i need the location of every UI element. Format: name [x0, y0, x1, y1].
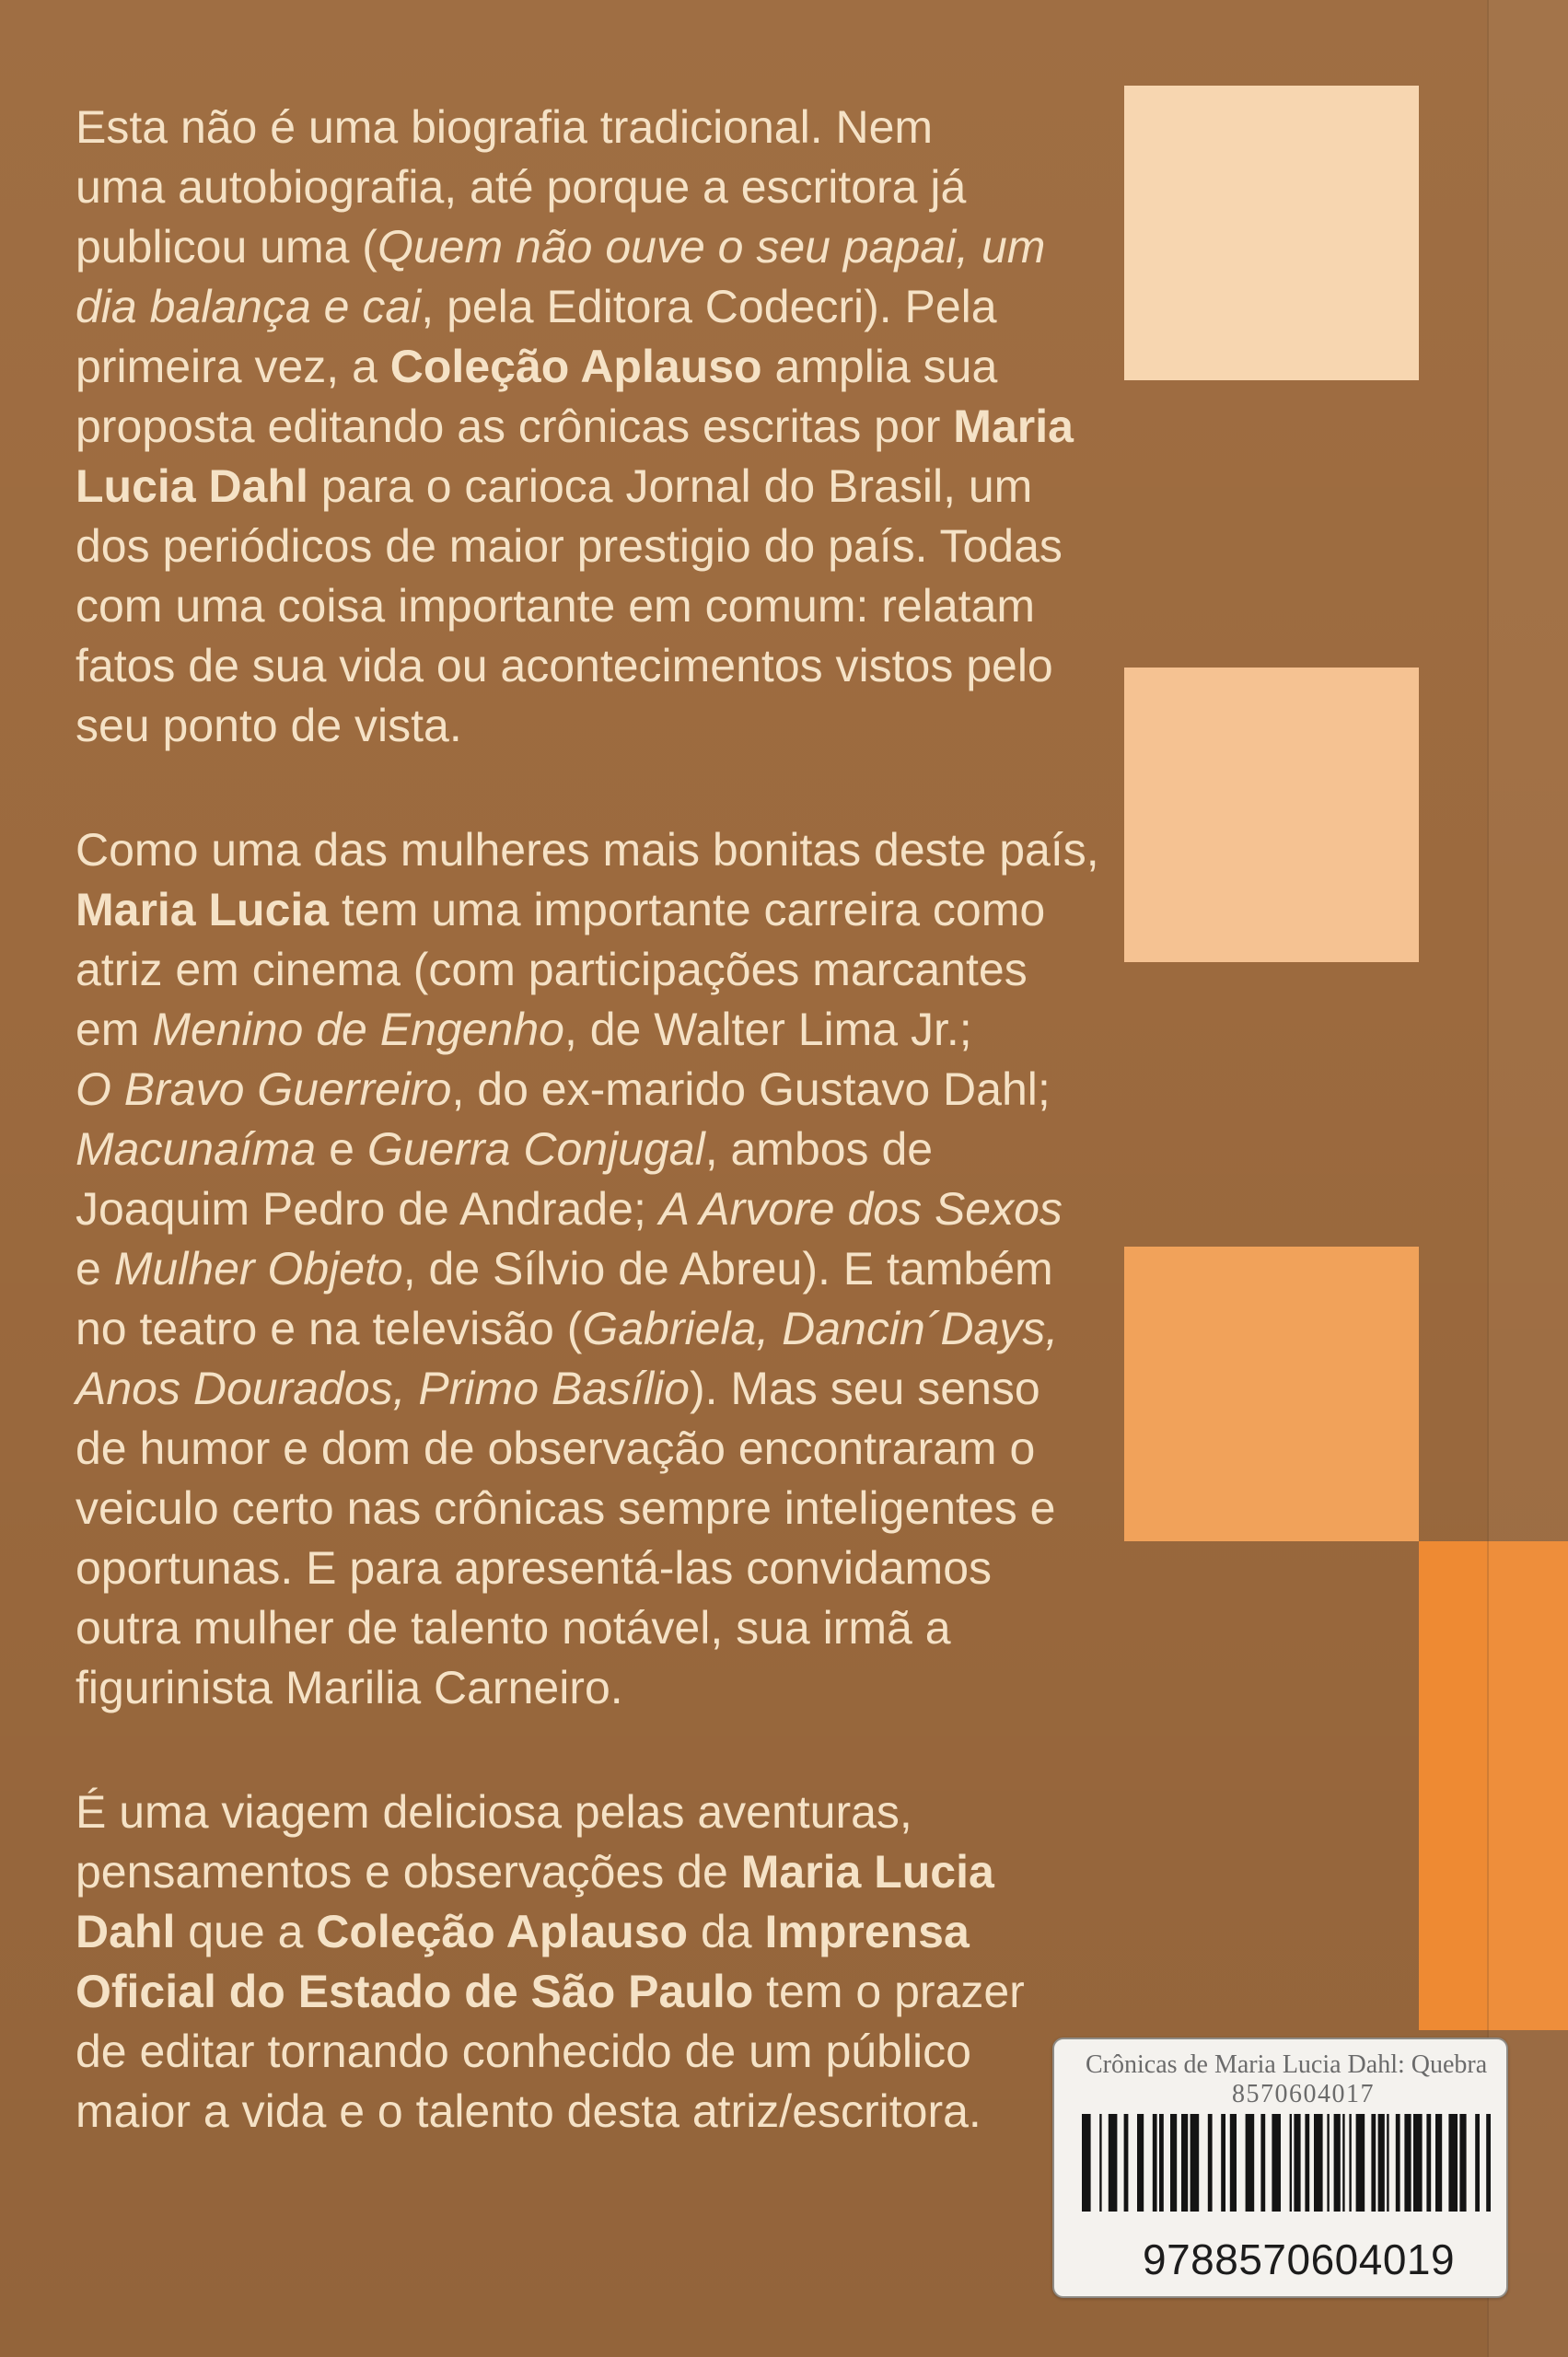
barcode-bar — [1426, 2114, 1431, 2212]
blurb-line — [75, 277, 1107, 337]
blurb-line — [75, 1902, 1107, 1962]
blurb-text: e — [75, 1243, 114, 1295]
decorative-square — [1124, 1247, 1419, 1541]
barcode-bar — [1459, 2114, 1466, 2212]
blurb-line — [75, 1658, 1107, 1718]
blurb-text: Joaquim Pedro de Andrade; — [75, 1183, 659, 1235]
barcode-bar — [1404, 2114, 1411, 2212]
blurb-text-italic: Mulher Objeto — [113, 1243, 403, 1295]
blurb — [75, 98, 1107, 2142]
blurb-text-italic: Quem não ouve o seu papai, um — [377, 221, 1046, 273]
barcode-bar — [1294, 2114, 1300, 2212]
blurb-text-italic: Macunaíma — [75, 1123, 317, 1175]
blurb-line — [75, 2022, 1107, 2082]
blurb-text: da — [688, 1906, 765, 1957]
blurb-text: , pela Editora Codecri). Pela — [421, 281, 997, 332]
blurb-line — [75, 217, 1107, 277]
blurb-text: , ambos de — [704, 1123, 934, 1175]
blurb-line — [75, 1299, 1107, 1359]
blurb-line — [75, 636, 1107, 696]
blurb-text-italic: O Bravo Guerreiro — [75, 1063, 452, 1115]
barcode-bar — [1099, 2114, 1101, 2212]
library-label-title: Crônicas de Maria Lucia Dahl: Quebra — [1086, 2050, 1488, 2079]
barcode-bar — [1260, 2114, 1265, 2212]
blurb-text: , de Sílvio de Abreu). E também — [402, 1243, 1053, 1295]
blurb-text: em — [75, 1004, 153, 1055]
blurb-line — [75, 157, 1107, 217]
barcode-bar — [1272, 2114, 1281, 2212]
blurb-text: proposta editando as crônicas escritas por — [75, 401, 954, 452]
barcode-bar — [1356, 2114, 1365, 2212]
blurb-line — [75, 820, 1107, 880]
barcode-bar — [1486, 2114, 1491, 2212]
blurb-text-bold: Oficial do Estado de São Paulo — [75, 1966, 754, 2017]
barcode-bar — [1153, 2114, 1157, 2212]
blurb-text-italic: Guerra Conjugal — [366, 1123, 705, 1175]
blurb-line — [75, 1598, 1107, 1658]
blurb-line — [75, 337, 1107, 397]
blurb-text: atriz em cinema (com participações marcantes — [75, 944, 1028, 995]
blurb-text-italic: A Arvore dos Sexos — [658, 1183, 1063, 1235]
barcode-bar — [1208, 2114, 1213, 2212]
barcode-bar — [1082, 2114, 1091, 2212]
blurb-line — [75, 457, 1107, 517]
blurb-text: primeira vez, a — [75, 341, 390, 392]
barcode-bar — [1230, 2114, 1237, 2212]
blurb-text-italic: Menino de Engenho — [152, 1004, 564, 1055]
blurb-line — [75, 1179, 1107, 1239]
blurb-text: uma autobiografia, até porque a escritora já — [75, 161, 967, 213]
blurb-text: fatos de sua vida ou acontecimentos vistos pelo — [75, 640, 1053, 691]
blurb-text: seu ponto de vista. — [75, 700, 462, 751]
blurb-text-bold: Maria Lucia — [740, 1846, 994, 1898]
barcode-bar — [1371, 2114, 1376, 2212]
blurb-text: Esta não é uma biografia tradicional. Nem — [75, 101, 934, 153]
blurb-text: figurinista Marilia Carneiro. — [75, 1662, 623, 1713]
library-label — [1052, 2038, 1508, 2298]
blurb-line — [75, 1479, 1107, 1538]
blurb-line — [75, 1239, 1107, 1299]
barcode-bar — [1327, 2114, 1329, 2212]
blurb-text: Como uma das mulheres mais bonitas deste país, — [75, 824, 1099, 876]
blurb-paragraph — [75, 98, 1107, 756]
blurb-line — [75, 98, 1107, 157]
isbn13-text: 9788570604019 — [1143, 2235, 1456, 2283]
barcode-bar — [1109, 2114, 1118, 2212]
barcode-bar — [1435, 2114, 1442, 2212]
barcode-bar — [1448, 2114, 1458, 2212]
blurb-text-italic: dia balança e cai — [75, 281, 422, 332]
blurb-text: É uma viagem deliciosa pelas aventuras, — [75, 1786, 912, 1838]
blurb-text-italic: Anos Dourados, Primo Basílio — [75, 1363, 690, 1414]
blurb-paragraph — [75, 1782, 1107, 2142]
blurb-text: de editar tornando conhecido de um público — [75, 2026, 971, 2077]
blurb-text: oportunas. E para apresentá-las convidamos — [75, 1542, 993, 1594]
blurb-text: para o carioca Jornal do Brasil, um — [308, 460, 1033, 512]
blurb-line — [75, 1782, 1107, 1842]
barcode — [1082, 2114, 1491, 2212]
blurb-line — [75, 2082, 1107, 2142]
blurb-text: , do ex-marido Gustavo Dahl; — [451, 1063, 1051, 1115]
blurb-text-bold: Dahl — [75, 1906, 176, 1957]
cover-edge — [1487, 0, 1568, 2357]
barcode-bar — [1290, 2114, 1292, 2212]
blurb-text: de humor e dom de observação encontraram o — [75, 1422, 1036, 1474]
barcode-bar — [1124, 2114, 1129, 2212]
blurb-text: publicou uma ( — [75, 221, 377, 273]
blurb-line — [75, 880, 1107, 940]
blurb-text: e — [316, 1123, 367, 1175]
decorative-square — [1124, 668, 1419, 962]
blurb-text: amplia sua — [761, 341, 998, 392]
barcode-bar — [1349, 2114, 1351, 2212]
blurb-paragraph — [75, 820, 1107, 1718]
blurb-line — [75, 576, 1107, 636]
barcode-bar — [1475, 2114, 1480, 2212]
barcode-bar — [1221, 2114, 1225, 2212]
blurb-line — [75, 1962, 1107, 2022]
barcode-bar — [1159, 2114, 1164, 2212]
decorative-square — [1124, 86, 1419, 380]
barcode-bar — [1396, 2114, 1400, 2212]
blurb-text-bold: Maria — [953, 401, 1074, 452]
blurb-text: outra mulher de talento notável, sua irmã a — [75, 1602, 951, 1654]
barcode-bar — [1378, 2114, 1385, 2212]
isbn10-text: 8570604017 — [1232, 2080, 1375, 2108]
blurb-line — [75, 1419, 1107, 1479]
blurb-text-bold: Imprensa — [764, 1906, 970, 1957]
blurb-line — [75, 1842, 1107, 1902]
blurb-text-bold: Lucia Dahl — [75, 460, 308, 512]
blurb-line — [75, 397, 1107, 457]
barcode-bar — [1314, 2114, 1323, 2212]
blurb-text: no teatro e na televisão ( — [75, 1303, 583, 1354]
blurb-text-bold: Coleção Aplauso — [389, 341, 762, 392]
barcode-bar — [1181, 2114, 1188, 2212]
blurb-text: tem uma importante carreira como — [329, 884, 1046, 935]
barcode-bar — [1334, 2114, 1341, 2212]
blurb-text-bold: Maria Lucia — [75, 884, 330, 935]
blurb-text: com uma coisa importante em comum: relatam — [75, 580, 1036, 632]
blurb-line — [75, 1120, 1107, 1179]
blurb-text: , de Walter Lima Jr.; — [563, 1004, 972, 1055]
blurb-line — [75, 696, 1107, 756]
blurb-text: tem o prazer — [753, 1966, 1025, 2017]
barcode-bar — [1413, 2114, 1423, 2212]
blurb-text: pensamentos e observações de — [75, 1846, 741, 1898]
barcode-bar — [1387, 2114, 1388, 2212]
barcode-bar — [1191, 2114, 1200, 2212]
blurb-line — [75, 517, 1107, 576]
barcode-bar — [1342, 2114, 1344, 2212]
blurb-line — [75, 1000, 1107, 1060]
barcode-bar — [1246, 2114, 1255, 2212]
blurb-text: ). Mas seu senso — [689, 1363, 1040, 1414]
blurb-line — [75, 940, 1107, 1000]
blurb-text: que a — [175, 1906, 317, 1957]
barcode-bar — [1305, 2114, 1309, 2212]
barcode-bar — [1137, 2114, 1144, 2212]
blurb-line — [75, 1359, 1107, 1419]
blurb-line — [75, 1538, 1107, 1598]
blurb-text-italic: Gabriela, Dancin´Days, — [582, 1303, 1059, 1354]
blurb-text: veiculo certo nas crônicas sempre inteligentes e — [75, 1482, 1056, 1534]
blurb-text: dos periódicos de maior prestigio do país. Todas — [75, 520, 1063, 572]
blurb-text: maior a vida e o talento desta atriz/escritora. — [75, 2085, 981, 2137]
barcode-bar — [1170, 2114, 1177, 2212]
blurb-line — [75, 1060, 1107, 1120]
blurb-text-bold: Coleção Aplauso — [316, 1906, 689, 1957]
